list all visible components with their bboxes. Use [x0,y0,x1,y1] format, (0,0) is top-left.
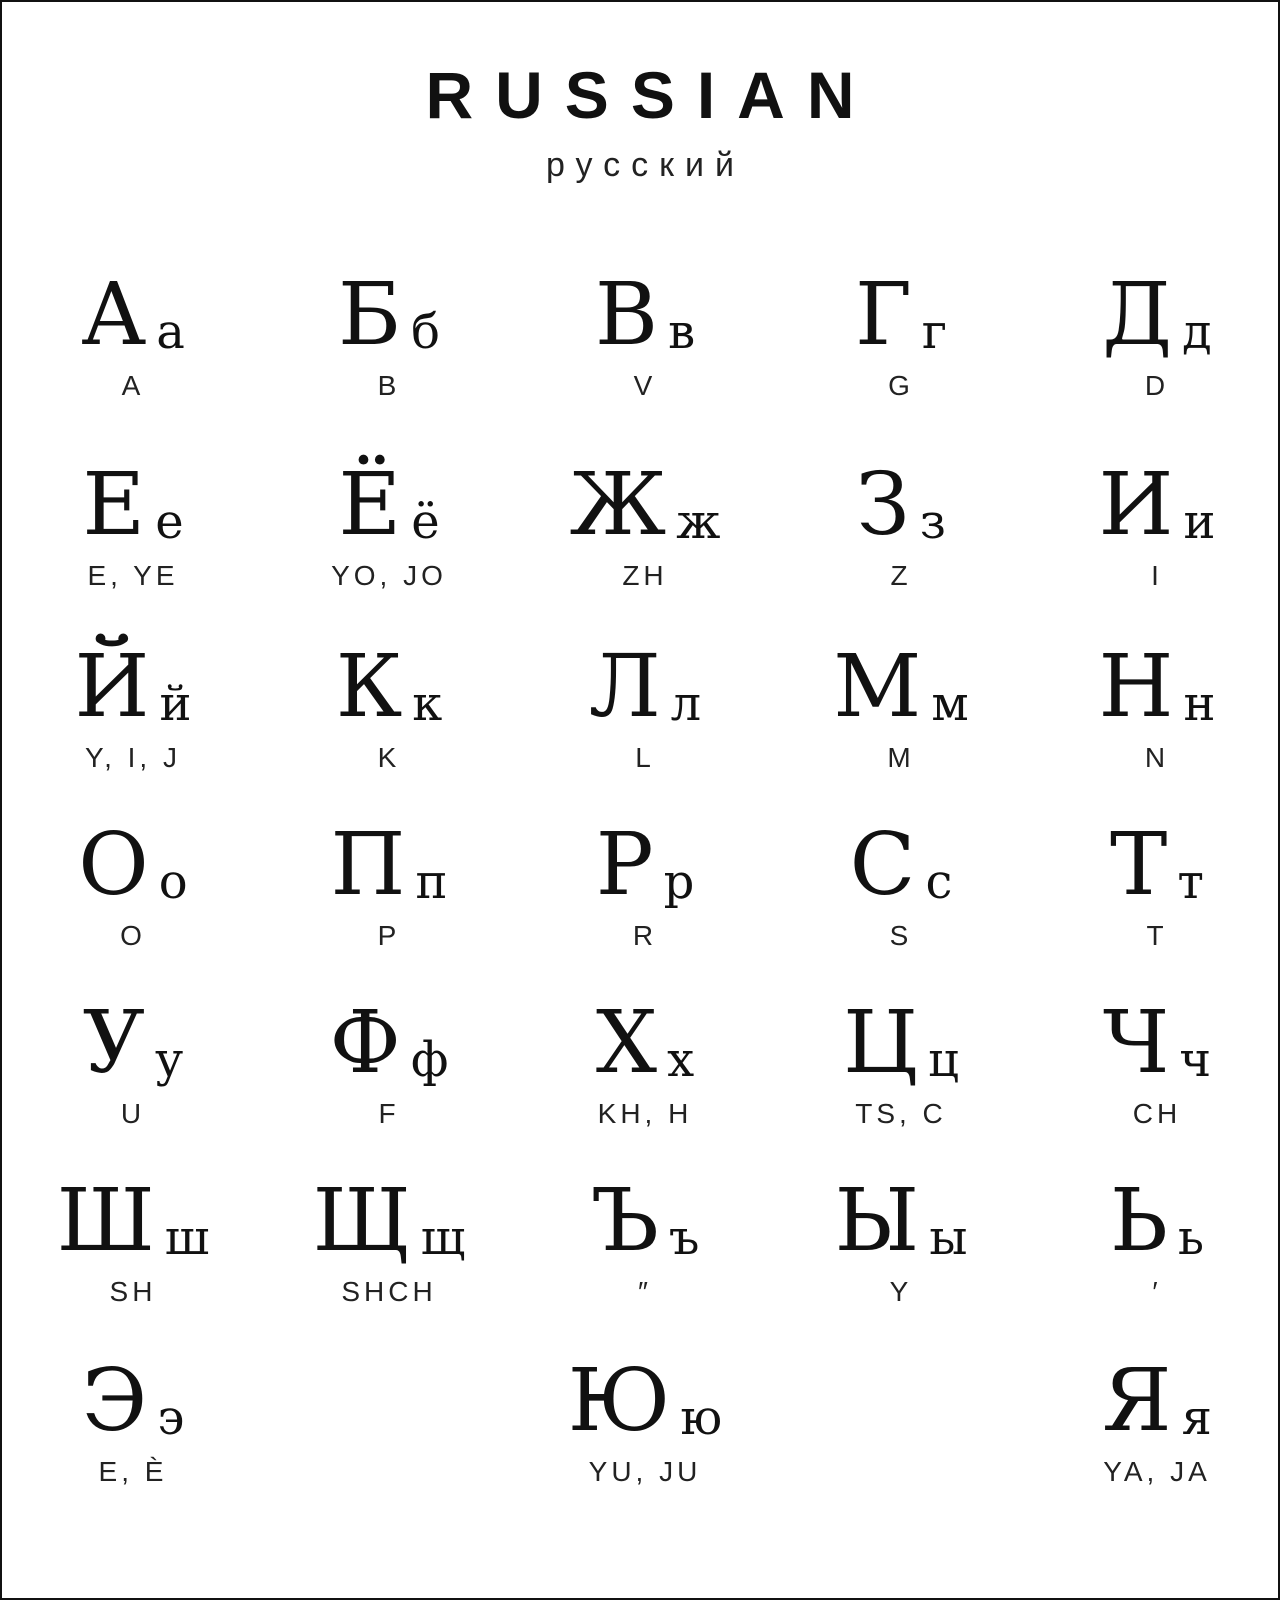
letter-glyphs [773,634,1029,737]
letter-card [773,634,1029,804]
uppercase-letter: В [594,265,659,365]
transliteration-label: F [378,1098,400,1129]
uppercase-letter: К [335,637,403,737]
transliteration-label: O [120,920,146,951]
letter-glyphs [517,812,773,915]
uppercase-letter: Ё [338,455,402,555]
letter-glyphs [773,812,1029,915]
lowercase-letter: я [1181,1390,1212,1446]
transliteration-label: P [377,920,401,951]
letter-glyphs [5,1168,261,1271]
uppercase-letter: А [81,265,147,365]
lowercase-letter: ь [1177,1210,1205,1266]
letter-glyphs [1029,452,1280,555]
lowercase-letter: э [157,1390,185,1446]
uppercase-letter: О [78,815,149,915]
transliteration-label: V [633,370,657,401]
transliteration-label: ′ [1152,1276,1162,1307]
letter-glyphs [517,634,773,737]
letter-card [1029,1348,1280,1518]
letter-glyphs [517,1348,773,1451]
letter-card [5,452,261,622]
uppercase-letter: У [82,993,145,1093]
page-title: RUSSIAN [425,58,877,132]
uppercase-letter: Ъ [590,1171,659,1271]
uppercase-letter: Я [1102,1351,1172,1451]
letter-card [1029,990,1280,1160]
uppercase-letter: Т [1110,815,1168,915]
lowercase-letter: п [415,854,448,910]
letter-card [773,812,1029,982]
letter-glyphs [1029,1348,1280,1451]
lowercase-letter: л [670,676,702,732]
transliteration-label: KH, H [597,1098,693,1129]
uppercase-letter: Ж [569,455,667,555]
letter-glyphs [517,262,773,365]
transliteration-label: I [1151,560,1163,591]
lowercase-letter: ж [676,494,721,550]
transliteration-label: T [1146,920,1168,951]
uppercase-letter: Ш [56,1171,155,1271]
letter-card [773,990,1029,1160]
page-subtitle: русский [545,146,745,184]
transliteration-label: N [1144,742,1170,773]
letter-card [261,262,517,432]
letter-glyphs [261,1168,517,1271]
letter-card [5,634,261,804]
lowercase-letter: а [156,304,185,360]
lowercase-letter: ъ [668,1210,700,1266]
uppercase-letter: Л [588,637,661,737]
letter-card [517,1348,773,1518]
transliteration-label: B [377,370,401,401]
letter-card [261,452,517,622]
transliteration-label: K [377,742,401,773]
letter-glyphs [5,812,261,915]
lowercase-letter: х [667,1032,695,1088]
letter-glyphs [5,634,261,737]
letter-card [517,262,773,432]
letter-glyphs [1029,262,1280,365]
letter-card [773,262,1029,432]
lowercase-letter: с [925,854,953,910]
transliteration-label: CH [1132,1098,1182,1129]
lowercase-letter: ё [411,494,440,550]
letter-card [261,812,517,982]
transliteration-label: SHCH [341,1276,437,1307]
lowercase-letter: г [921,304,948,360]
uppercase-letter: Ц [843,993,919,1093]
lowercase-letter: ш [164,1210,210,1266]
lowercase-letter: д [1182,304,1212,360]
letter-card [1029,1168,1280,1338]
transliteration-label: A [121,370,145,401]
transliteration-label: M [887,742,915,773]
letter-card [261,1168,517,1338]
letter-glyphs [773,990,1029,1093]
lowercase-letter: р [663,854,695,910]
letter-glyphs [261,452,517,555]
transliteration-label: S [889,920,913,951]
uppercase-letter: Ь [1109,1171,1168,1271]
letter-glyphs [517,990,773,1093]
lowercase-letter: и [1183,494,1216,550]
letter-card [1029,452,1280,622]
uppercase-letter: Щ [312,1171,411,1271]
letter-card [773,452,1029,622]
uppercase-letter: Н [1098,637,1174,737]
letter-glyphs [773,1168,1029,1271]
transliteration-label: YO, JO [331,560,447,591]
lowercase-letter: н [1183,676,1216,732]
uppercase-letter: Й [74,637,150,737]
uppercase-letter: З [856,455,910,555]
letter-glyphs [1029,990,1280,1093]
uppercase-letter: Ю [567,1351,671,1451]
letter-glyphs [1029,812,1280,915]
uppercase-letter: Р [595,815,654,915]
letter-glyphs [261,990,517,1093]
letter-card [5,812,261,982]
letter-glyphs [261,262,517,365]
letter-card [517,812,773,982]
transliteration-label: ZH [622,560,668,591]
lowercase-letter: ы [929,1210,968,1266]
transliteration-label: U [120,1098,146,1129]
letter-glyphs [517,1168,773,1271]
transliteration-label: L [635,742,655,773]
transliteration-label: ″ [638,1276,652,1307]
lowercase-letter: в [668,304,696,360]
letter-glyphs [5,452,261,555]
letter-card [517,990,773,1160]
transliteration-label: R [632,920,658,951]
transliteration-label: Z [890,560,912,591]
uppercase-letter: Ф [329,993,401,1093]
letter-card [517,452,773,622]
transliteration-label: YA, JA [1103,1456,1211,1487]
uppercase-letter: Ы [834,1171,920,1271]
letter-glyphs [773,262,1029,365]
uppercase-letter: Д [1102,265,1173,365]
letter-card [261,990,517,1160]
lowercase-letter: о [158,854,188,910]
lowercase-letter: е [155,494,184,550]
uppercase-letter: И [1098,455,1174,555]
transliteration-label: D [1144,370,1170,401]
letter-card [5,1168,261,1338]
letter-glyphs [5,1348,261,1451]
uppercase-letter: Ч [1102,993,1170,1093]
letter-glyphs [261,812,517,915]
lowercase-letter: з [919,494,946,550]
lowercase-letter: щ [420,1210,466,1266]
uppercase-letter: Х [595,993,658,1093]
lowercase-letter: т [1177,854,1204,910]
lowercase-letter: й [159,676,192,732]
transliteration-label: Y, I, J [85,742,181,773]
lowercase-letter: ч [1179,1032,1212,1088]
transliteration-label: SH [109,1276,157,1307]
uppercase-letter: П [330,815,406,915]
uppercase-letter: Б [337,265,402,365]
lowercase-letter: м [931,676,969,732]
uppercase-letter: Е [82,455,146,555]
transliteration-label: Y [889,1276,913,1307]
transliteration-label: E, È [98,1456,168,1487]
lowercase-letter: ц [928,1032,959,1088]
letter-card [1029,262,1280,432]
letter-glyphs [517,452,773,555]
uppercase-letter: Г [854,265,912,365]
letter-glyphs [5,990,261,1093]
lowercase-letter: б [411,304,441,360]
letter-card [517,634,773,804]
letter-card [5,990,261,1160]
letter-card [1029,812,1280,982]
letter-glyphs [1029,634,1280,737]
letter-card [5,262,261,432]
letter-glyphs [261,634,517,737]
letter-card [773,1168,1029,1338]
letter-glyphs [1029,1168,1280,1271]
transliteration-label: TS, C [855,1098,947,1129]
letter-card [5,1348,261,1518]
letter-card [261,634,517,804]
letter-glyphs [5,262,261,365]
uppercase-letter: М [833,637,922,737]
transliteration-label: YU, JU [588,1456,702,1487]
uppercase-letter: Э [81,1351,148,1451]
transliteration-label: E, YE [87,560,179,591]
lowercase-letter: ю [680,1390,723,1446]
letter-card [517,1168,773,1338]
transliteration-label: G [888,370,914,401]
lowercase-letter: к [412,676,443,732]
lowercase-letter: у [154,1032,184,1088]
lowercase-letter: ф [410,1032,449,1088]
uppercase-letter: С [849,815,916,915]
letter-card [1029,634,1280,804]
letter-glyphs [773,452,1029,555]
